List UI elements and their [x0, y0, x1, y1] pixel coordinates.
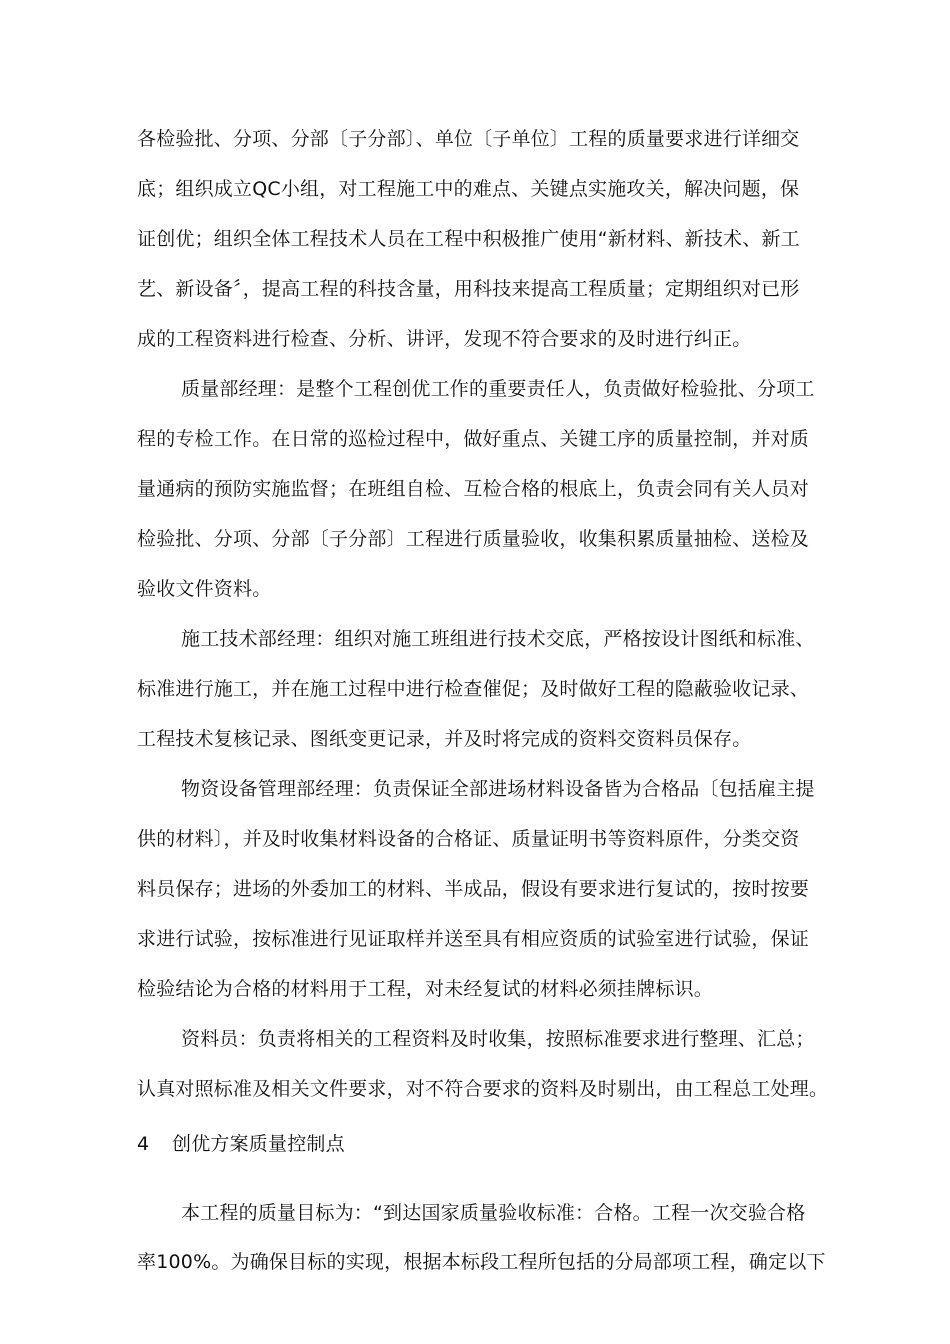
- paragraph-line: 质量部经理：是整个工程创优工作的重要责任人，负责做好检验批、分项工: [181, 378, 815, 400]
- paragraph-line: 工程技术复核记录、图纸变更记录，并及时将完成的资料交资料员保存。: [137, 728, 752, 750]
- paragraph-line: 认真对照标准及相关文件要求，对不符合要求的资料及时剔出，由工程总工处理。: [137, 1078, 829, 1100]
- paragraph-line: 率100%。为确保目标的实现，根据本标段工程所包括的分局部项工程，确定以下: [137, 1251, 826, 1273]
- paragraph-line: 料员保存；进场的外委加工的材料、半成品，假设有要求进行复试的，按时按要: [137, 878, 810, 900]
- paragraph-line: 物资设备管理部经理：负责保证全部进场材料设备皆为合格品〔包括雇主提: [181, 778, 815, 800]
- section-number: 4: [137, 1133, 150, 1155]
- section-title: 创优方案质量控制点: [172, 1133, 345, 1155]
- paragraph-line: 检验结论为合格的材料用于工程，对未经复试的材料必须挂牌标识。: [137, 978, 714, 1000]
- paragraph-line: 验收文件资料。: [137, 578, 272, 600]
- paragraph-line: 标准进行施工，并在施工过程中进行检查催促；及时做好工程的隐蔽验收记录、: [137, 678, 810, 700]
- paragraph-line: 施工技术部经理：组织对施工班组进行技术交底，严格按设计图纸和标准、: [181, 628, 815, 650]
- paragraph-line: 底；组织成立QC小组，对工程施工中的难点、关键点实施攻关，解决问题，保: [137, 178, 800, 200]
- paragraph-line: 程的专检工作。在日常的巡检过程中，做好重点、关键工序的质量控制，并对质: [137, 428, 810, 450]
- paragraph-line: 本工程的质量目标为：“到达国家质量验收标准：合格。工程一次交验合格: [181, 1202, 806, 1224]
- paragraph-line: 检验批、分项、分部〔子分部〕工程进行质量验收，收集积累质量抽检、送检及: [137, 528, 810, 550]
- paragraph-line: 资料员：负责将相关的工程资料及时收集，按照标准要求进行整理、汇总；: [181, 1028, 815, 1050]
- paragraph-line: 成的工程资料进行检查、分析、讲评，发现不符合要求的及时进行纠正。: [137, 328, 752, 350]
- paragraph-line: 证创优；组织全体工程技术人员在工程中积极推广使用“新材料、新技术、新工: [137, 228, 800, 250]
- paragraph-line: 量通病的预防实施监督；在班组自检、互检合格的根底上，负责会同有关人员对: [137, 478, 810, 500]
- paragraph-line: 各检验批、分项、分部〔子分部〕、单位〔子单位〕工程的质量要求进行详细交: [137, 128, 800, 150]
- paragraph-line: 求进行试验，按标准进行见证取样并送至具有相应资质的试验室进行试验，保证: [137, 928, 810, 950]
- paragraph-line: 艺、新设备〞，提高工程的科技含量，用科技来提高工程质量；定期组织对已形: [137, 278, 800, 300]
- paragraph-line: 供的材料〕，并及时收集材料设备的合格证、质量证明书等资料原件，分类交资: [137, 828, 800, 850]
